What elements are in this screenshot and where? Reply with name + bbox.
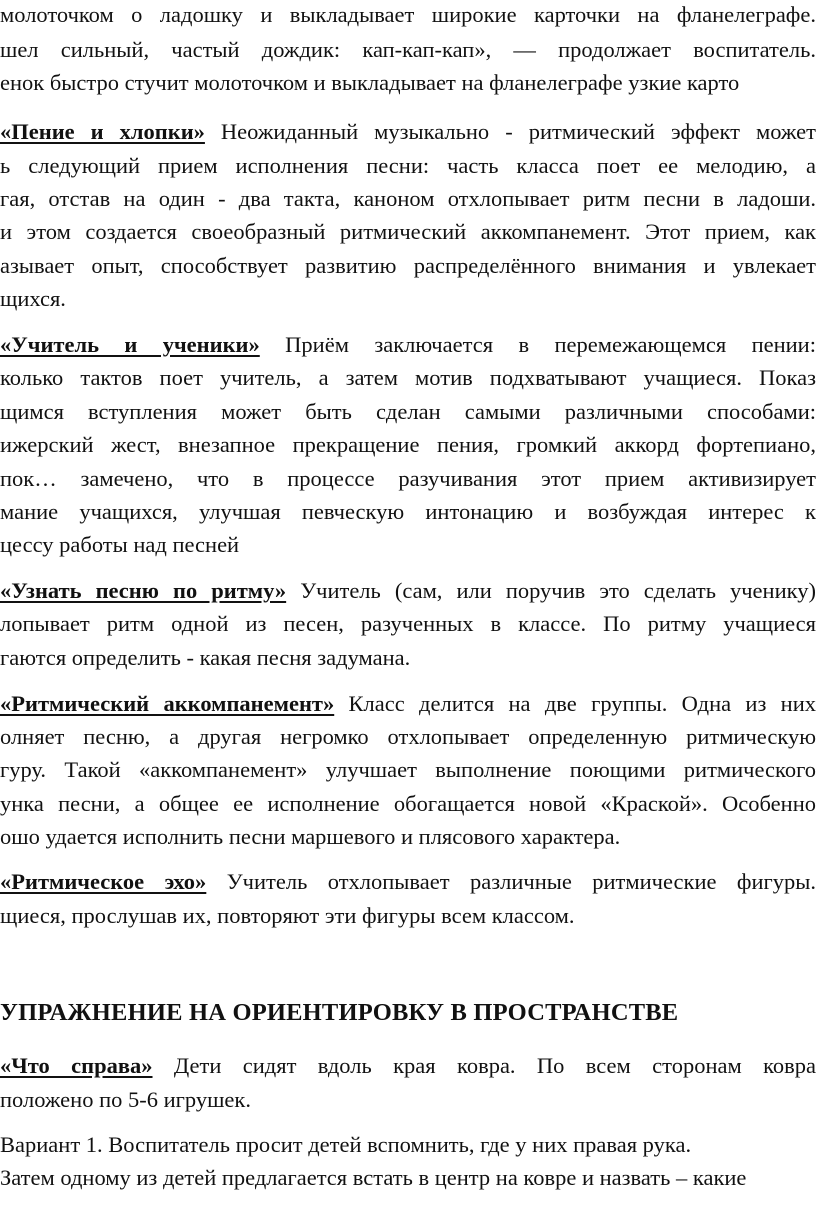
paragraph-title-line: «Ритмическое эхо» Учитель отхлопывает различные ритмические фигуры.: [0, 869, 816, 894]
text-line: азывает опыт, способствует развитию распределённого внимания и увлекает: [0, 253, 816, 278]
section-heading: УПРАЖНЕНИЕ НА ОРИЕНТИРОВКУ В ПРОСТРАНСТВЕ: [0, 999, 679, 1026]
exercise-title: «Ритмическое эхо»: [0, 869, 207, 894]
text-line: олняет песню, а другая негромко отхлопывает определенную ритмическую: [0, 724, 816, 749]
paragraph-title-line: «Ритмический аккомпанемент» Класс делится на две группы. Одна из них: [0, 691, 816, 716]
text-line: гая, отстав на один - два такта, каноном отхлопывает ритм песни в ладоши.: [0, 186, 816, 211]
text-line: щимся вступления может быть сделан самыми различными способами:: [0, 399, 816, 424]
exercise-title: «Узнать песню по ритму»: [0, 578, 287, 603]
text-line: гуру. Такой «аккомпанемент» улучшает выполнение поющими ритмического: [0, 757, 816, 782]
text-line: Затем одному из детей предлагается встать в центр на ковре и назвать – какие: [0, 1165, 747, 1190]
text-line: гаются определить - какая песня задумана.: [0, 645, 411, 670]
text-line: щиеся, прослушав их, повторяют эти фигуры всем классом.: [0, 903, 575, 928]
paragraph-title-line: «Пение и хлопки» Неожиданный музыкально - ритмический эффект может: [0, 119, 816, 144]
text-line: пок… замечено, что в процессе разучивания этот прием активизирует: [0, 466, 816, 491]
text-line: положено по 5-6 игрушек.: [0, 1087, 251, 1112]
text-line: шел сильный, частый дождик: кап-кап-кап», — продолжает воспитатель.: [0, 37, 816, 62]
text-line: ь следующий прием исполнения песни: часть класса поет ее мелодию, а: [0, 153, 816, 178]
paragraph-title-line: «Учитель и ученики» Приём заключается в перемежающемся пении:: [0, 332, 816, 357]
text-line: колько тактов поет учитель, а затем мотив подхватывают учащиеся. Показ: [0, 365, 816, 390]
text-line: ижерский жест, внезапное прекращение пения, громкий аккорд фортепиано,: [0, 432, 816, 457]
text-line: цессу работы над песней: [0, 532, 240, 557]
text-line: енок быстро стучит молоточком и выкладывает на фланелеграфе узкие карто: [0, 70, 740, 95]
text-line: молоточком о ладошку и выкладывает широкие карточки на фланелеграфе.: [0, 2, 816, 27]
text-line: щихся.: [0, 286, 66, 311]
exercise-title: «Что справа»: [0, 1053, 153, 1078]
text-line: мание учащихся, улучшая певческую интонацию и возбуждая интерес к: [0, 499, 816, 524]
text-line: ошо удается исполнить песни маршевого и плясового характера.: [0, 824, 621, 849]
text-line: унка песни, а общее ее исполнение обогащается новой «Краской». Особенно: [0, 791, 816, 816]
text-line: Вариант 1. Воспитатель просит детей вспомнить, где у них правая рука.: [0, 1132, 692, 1157]
paragraph-title-line: «Узнать песню по ритму» Учитель (сам, или поручив это сделать ученику): [0, 578, 816, 603]
text-line: и этом создается своеобразный ритмический аккомпанемент. Этот прием, как: [0, 219, 816, 244]
text-line: лопывает ритм одной из песен, разученных в классе. По ритму учащиеся: [0, 611, 816, 636]
paragraph-title-line: «Что справа» Дети сидят вдоль края ковра. По всем сторонам ковра: [0, 1053, 816, 1078]
exercise-title: «Пение и хлопки»: [0, 119, 205, 144]
exercise-title: «Ритмический аккомпанемент»: [0, 691, 335, 716]
exercise-title: «Учитель и ученики»: [0, 332, 260, 357]
